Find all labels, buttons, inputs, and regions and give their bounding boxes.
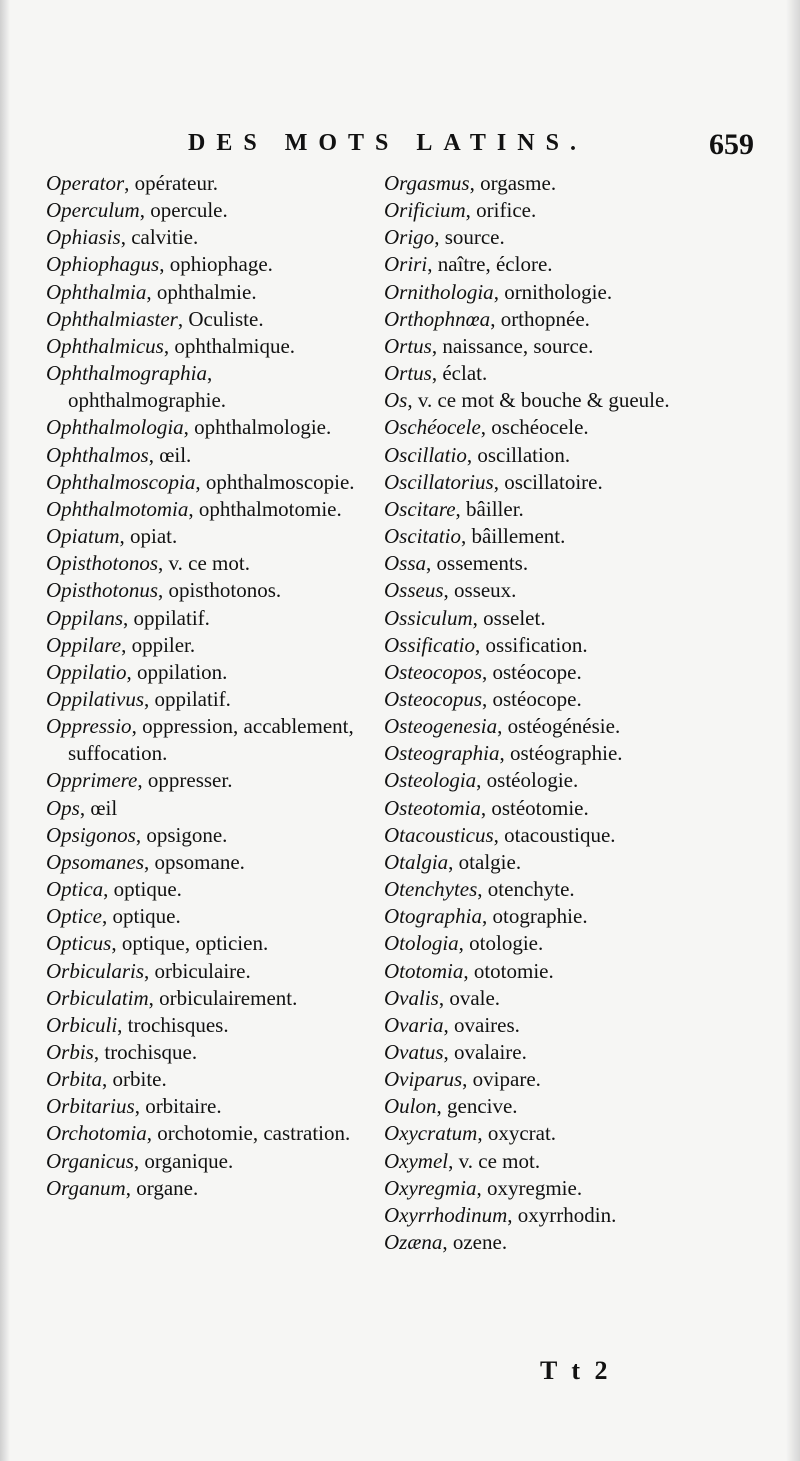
dictionary-entry xyxy=(384,496,714,523)
right-column xyxy=(384,170,714,1256)
dictionary-entry xyxy=(46,930,374,957)
entry-definition: , oscillation. xyxy=(466,442,571,467)
entry-headword: Ortus xyxy=(384,333,432,358)
dictionary-entry xyxy=(384,1202,714,1229)
dictionary-entry xyxy=(46,1066,374,1093)
entry-headword: Ophthalmiaster xyxy=(46,306,178,331)
dictionary-entry xyxy=(384,197,714,224)
dictionary-entry xyxy=(384,1066,714,1093)
entry-definition: , otalgie. xyxy=(448,849,522,874)
entry-definition: , ossification. xyxy=(475,632,588,657)
entry-definition: , oxycrat. xyxy=(477,1121,557,1146)
entry-headword: Orthophnœa xyxy=(384,306,491,331)
catchword: T t 2 xyxy=(540,1356,612,1385)
entry-headword: Orchotomia xyxy=(46,1121,147,1146)
entry-headword: Oxyregmia xyxy=(384,1175,477,1200)
dictionary-entry xyxy=(384,387,714,414)
dictionary-entry xyxy=(46,1175,374,1202)
dictionary-entry xyxy=(46,197,374,224)
dictionary-entry xyxy=(384,224,714,251)
dictionary-entry xyxy=(46,333,374,360)
entry-headword: Opprimere xyxy=(46,768,138,793)
dictionary-entry xyxy=(384,333,714,360)
entry-definition: , ostéogénésie. xyxy=(497,714,621,739)
entry-headword: Osteographia xyxy=(384,741,500,766)
entry-headword: Orbiculatim xyxy=(46,985,149,1010)
dictionary-entry xyxy=(384,930,714,957)
entry-headword: Ops xyxy=(46,795,80,820)
entry-headword: Optice xyxy=(46,904,102,929)
entry-definition: , ophthalmie. xyxy=(146,279,257,304)
entry-headword: Ovatus xyxy=(384,1040,444,1064)
entry-definition: , optique, opticien. xyxy=(111,931,269,956)
entry-definition: , otacoustique. xyxy=(493,822,616,847)
dictionary-entry xyxy=(384,740,714,767)
entry-definition: , orthopnée. xyxy=(490,306,590,331)
entry-headword: Opisthotonus xyxy=(46,578,159,603)
entry-definition: , opiat. xyxy=(119,524,178,549)
entry-headword: Orbitarius xyxy=(46,1094,135,1119)
entry-definition: , oppilatif. xyxy=(123,605,210,630)
entry-headword: Organum xyxy=(46,1175,126,1200)
entry-definition: , naître, éclore. xyxy=(427,252,553,277)
dictionary-entry xyxy=(384,1120,714,1147)
entry-definition: , organique. xyxy=(133,1148,234,1173)
dictionary-entry xyxy=(46,496,374,523)
entry-headword: Operator xyxy=(46,171,125,195)
dictionary-entry xyxy=(46,170,374,197)
entry-headword: Otologia xyxy=(384,931,459,956)
entry-definition: , oppresser. xyxy=(137,768,233,793)
dictionary-entry xyxy=(384,251,714,278)
entry-headword: Osteocopus xyxy=(384,686,482,711)
dictionary-entry xyxy=(384,442,714,469)
dictionary-entry xyxy=(384,605,714,632)
entry-definition: , ornithologie. xyxy=(493,279,613,304)
entry-definition: , ostéocope. xyxy=(482,686,582,711)
entry-headword: Osteocopos xyxy=(384,659,482,684)
dictionary-entry xyxy=(384,306,714,333)
entry-headword: Osseus xyxy=(384,578,444,603)
entry-definition: , organe. xyxy=(125,1175,199,1200)
dictionary-entry xyxy=(46,360,374,414)
entry-headword: Oscitatio xyxy=(384,524,461,549)
entry-definition: , ovale. xyxy=(438,985,501,1010)
dictionary-entry xyxy=(384,659,714,686)
dictionary-entry xyxy=(384,1093,714,1120)
dictionary-entry xyxy=(384,523,714,550)
dictionary-entry xyxy=(384,767,714,794)
entry-definition: , opérateur. xyxy=(124,171,219,195)
dictionary-entry xyxy=(384,469,714,496)
dictionary-entry xyxy=(46,659,374,686)
entry-definition: , oxyregmie. xyxy=(476,1175,583,1200)
entry-definition: , oppression, accablement, suffocation. xyxy=(68,714,354,766)
entry-definition: , ophthalmique. xyxy=(163,333,296,358)
dictionary-entry xyxy=(46,306,374,333)
dictionary-entry xyxy=(46,985,374,1012)
entry-definition: , otographie. xyxy=(482,904,588,929)
dictionary-entry xyxy=(46,1120,374,1147)
entry-definition: , otologie. xyxy=(458,931,544,956)
entry-definition: , orbiculaire. xyxy=(144,958,251,983)
dictionary-entry xyxy=(46,414,374,441)
entry-definition: , ostéologie. xyxy=(476,768,579,793)
entry-headword: Ossa xyxy=(384,551,427,576)
entry-definition: , osseux. xyxy=(443,578,517,603)
entry-definition: , ophthalmologie. xyxy=(183,415,332,440)
page-header xyxy=(40,128,760,168)
dictionary-entry xyxy=(46,795,374,822)
entry-headword: Ophthalmologia xyxy=(46,415,184,440)
entry-definition: , trochisques. xyxy=(117,1012,229,1037)
entry-definition: , v. ce mot. xyxy=(158,551,250,576)
entry-headword: Oppilare xyxy=(46,632,122,657)
dictionary-entry xyxy=(46,1093,374,1120)
entry-definition: , optique. xyxy=(103,877,182,902)
entry-definition: , oppilation. xyxy=(126,659,228,684)
entry-definition: , orbite. xyxy=(102,1067,167,1092)
entry-headword: Orificium xyxy=(384,198,466,223)
entry-headword: Osteogenesia xyxy=(384,714,498,739)
entry-definition: , opsomane. xyxy=(144,849,245,874)
dictionary-entry xyxy=(46,550,374,577)
entry-headword: Ophthalmos xyxy=(46,442,149,467)
entry-definition: , orbitaire. xyxy=(134,1094,222,1119)
dictionary-entry xyxy=(384,822,714,849)
entry-headword: Oxycratum xyxy=(384,1121,478,1146)
entry-headword: Orbis xyxy=(46,1040,94,1064)
entry-headword: Orgasmus xyxy=(384,171,470,195)
dictionary-entry xyxy=(46,1012,374,1039)
dictionary-entry xyxy=(384,414,714,441)
entry-definition: , naissance, source. xyxy=(431,333,594,358)
entry-headword: Operculum xyxy=(46,198,140,223)
dictionary-entry xyxy=(46,224,374,251)
entry-definition: , ovaires. xyxy=(443,1012,520,1037)
entry-definition: , Oculiste. xyxy=(177,306,264,331)
entry-headword: Oppilans xyxy=(46,605,124,630)
entry-definition: , ototomie. xyxy=(463,958,554,983)
dictionary-entry xyxy=(46,251,374,278)
dictionary-entry xyxy=(384,713,714,740)
entry-headword: Oulon xyxy=(384,1094,437,1119)
dictionary-entry xyxy=(384,1229,714,1256)
entry-headword: Oppilatio xyxy=(46,659,127,684)
entry-definition: , source. xyxy=(434,225,505,250)
entry-headword: Ortus xyxy=(384,361,432,386)
dictionary-entry xyxy=(46,1148,374,1175)
dictionary-entry xyxy=(384,903,714,930)
entry-definition: , oppilatif. xyxy=(144,686,231,711)
entry-headword: Optica xyxy=(46,877,104,902)
entry-definition: , orifice. xyxy=(465,198,537,223)
entry-headword: Opsomanes xyxy=(46,849,144,874)
entry-headword: Opiatum xyxy=(46,524,120,549)
dictionary-entry xyxy=(46,686,374,713)
dictionary-entry xyxy=(46,632,374,659)
dictionary-entry xyxy=(46,713,374,767)
dictionary-entry xyxy=(384,632,714,659)
entry-definition: , opsigone. xyxy=(135,822,228,847)
entry-headword: Oppressio xyxy=(46,714,132,739)
entry-definition: , bâiller. xyxy=(455,496,524,521)
entry-headword: Ossiculum xyxy=(384,605,473,630)
left-column xyxy=(46,170,374,1202)
entry-definition: , otenchyte. xyxy=(477,877,575,902)
dictionary-entry xyxy=(46,577,374,604)
dictionary-entry xyxy=(46,1039,374,1066)
entry-definition: , optique. xyxy=(101,904,181,929)
entry-headword: Oscillatorius xyxy=(384,469,494,494)
entry-definition: , ophthalmographie. xyxy=(68,361,227,413)
entry-definition: , ophthalmoscopie. xyxy=(195,469,355,494)
entry-headword: Opticus xyxy=(46,931,112,956)
dictionary-entry xyxy=(384,577,714,604)
dictionary-entry xyxy=(46,605,374,632)
entry-headword: Orbiculi xyxy=(46,1012,118,1037)
dictionary-entry xyxy=(46,767,374,794)
entry-headword: Ossificatio xyxy=(384,632,476,657)
running-head: DES MOTS LATINS. xyxy=(188,130,587,156)
entry-headword: Osteologia xyxy=(384,768,477,793)
entry-headword: Ovalis xyxy=(384,985,439,1010)
entry-definition: , v. ce mot & bouche & gueule. xyxy=(407,388,670,413)
dictionary-entry xyxy=(46,849,374,876)
entry-headword: Ophthalmicus xyxy=(46,333,164,358)
entry-definition: , oschéocele. xyxy=(480,415,589,440)
dictionary-entry xyxy=(46,469,374,496)
entry-headword: Ozæna xyxy=(384,1230,443,1255)
entry-headword: Ophthalmia xyxy=(46,279,147,304)
entry-definition: , ostéocope. xyxy=(482,659,582,684)
entry-definition: , v. ce mot. xyxy=(448,1148,541,1173)
page-number: 659 xyxy=(709,128,754,161)
dictionary-entry xyxy=(384,795,714,822)
entry-headword: Orbita xyxy=(46,1067,103,1092)
dictionary-entry xyxy=(46,523,374,550)
entry-headword: Oxymel xyxy=(384,1148,449,1173)
entry-definition: , ovipare. xyxy=(462,1067,541,1092)
entry-definition: , bâillement. xyxy=(461,524,566,549)
dictionary-entry xyxy=(384,958,714,985)
dictionary-entry xyxy=(384,1012,714,1039)
dictionary-entry xyxy=(46,958,374,985)
page-edge-left xyxy=(0,0,10,1461)
entry-headword: Orbicularis xyxy=(46,958,145,983)
entry-definition: , ophthalmotomie. xyxy=(188,496,342,521)
dictionary-entry xyxy=(384,550,714,577)
entry-definition: , opercule. xyxy=(139,198,228,223)
entry-definition: , ovalaire. xyxy=(443,1040,527,1064)
entry-headword: Os xyxy=(384,388,408,413)
entry-headword: Oxyrrhodinum xyxy=(384,1202,508,1227)
entry-definition: , orbiculairement. xyxy=(148,985,298,1010)
entry-headword: Origo xyxy=(384,225,435,250)
page-edge-right xyxy=(786,0,800,1461)
entry-definition: , ossements. xyxy=(426,551,529,576)
entry-headword: Ovaria xyxy=(384,1012,444,1037)
dictionary-entry xyxy=(384,360,714,387)
entry-headword: Osteotomia xyxy=(384,795,481,820)
entry-definition: , trochisque. xyxy=(93,1040,198,1064)
entry-headword: Oppilativus xyxy=(46,686,144,711)
entry-definition: , osselet. xyxy=(472,605,546,630)
dictionary-entry xyxy=(384,1148,714,1175)
dictionary-entry xyxy=(384,876,714,903)
entry-definition: , ophiophage. xyxy=(159,252,273,277)
entry-headword: Organicus xyxy=(46,1148,134,1173)
dictionary-entry xyxy=(384,1039,714,1066)
entry-definition: , ostéotomie. xyxy=(480,795,589,820)
entry-definition: , ozene. xyxy=(442,1230,508,1255)
dictionary-entry xyxy=(384,1175,714,1202)
dictionary-entry xyxy=(46,442,374,469)
entry-definition: , opisthotonos. xyxy=(158,578,282,603)
dictionary-entry xyxy=(384,849,714,876)
entry-definition: , calvitie. xyxy=(120,225,199,250)
entry-headword: Ophthalmotomia xyxy=(46,496,189,521)
entry-definition: , œil. xyxy=(148,442,192,467)
entry-definition: , éclat. xyxy=(431,361,488,386)
entry-headword: Ophthalmoscopia xyxy=(46,469,196,494)
entry-definition: , gencive. xyxy=(436,1094,518,1119)
entry-definition: , ostéographie. xyxy=(499,741,623,766)
entry-definition: , orgasme. xyxy=(469,171,557,195)
entry-headword: Oscillatio xyxy=(384,442,467,467)
entry-headword: Oschéocele xyxy=(384,415,481,440)
entry-headword: Opisthotonos xyxy=(46,551,159,576)
dictionary-entry xyxy=(384,686,714,713)
entry-headword: Opsigonos xyxy=(46,822,136,847)
entry-definition: , œil xyxy=(79,795,118,820)
entry-headword: Oviparus xyxy=(384,1067,463,1092)
entry-definition: , orchotomie, castration. xyxy=(146,1121,351,1146)
entry-headword: Ophthalmographia xyxy=(46,361,208,386)
dictionary-entry xyxy=(46,822,374,849)
dictionary-entry xyxy=(46,876,374,903)
entry-headword: Ornithologia xyxy=(384,279,494,304)
entry-headword: Ophiophagus xyxy=(46,252,160,277)
entry-definition: , oppiler. xyxy=(121,632,196,657)
entry-definition: , oxyrrhodin. xyxy=(507,1202,617,1227)
entry-headword: Otenchytes xyxy=(384,877,478,902)
dictionary-entry xyxy=(384,279,714,306)
entry-headword: Ototomia xyxy=(384,958,464,983)
entry-headword: Ophiasis xyxy=(46,225,121,250)
dictionary-entry xyxy=(384,170,714,197)
entry-headword: Oriri xyxy=(384,252,428,277)
dictionary-entry xyxy=(384,985,714,1012)
entry-headword: Otalgia xyxy=(384,849,449,874)
dictionary-entry xyxy=(46,279,374,306)
entry-headword: Otographia xyxy=(384,904,483,929)
dictionary-entry xyxy=(46,903,374,930)
entry-headword: Otacousticus xyxy=(384,822,494,847)
entry-headword: Oscitare xyxy=(384,496,456,521)
entry-definition: , oscillatoire. xyxy=(493,469,603,494)
